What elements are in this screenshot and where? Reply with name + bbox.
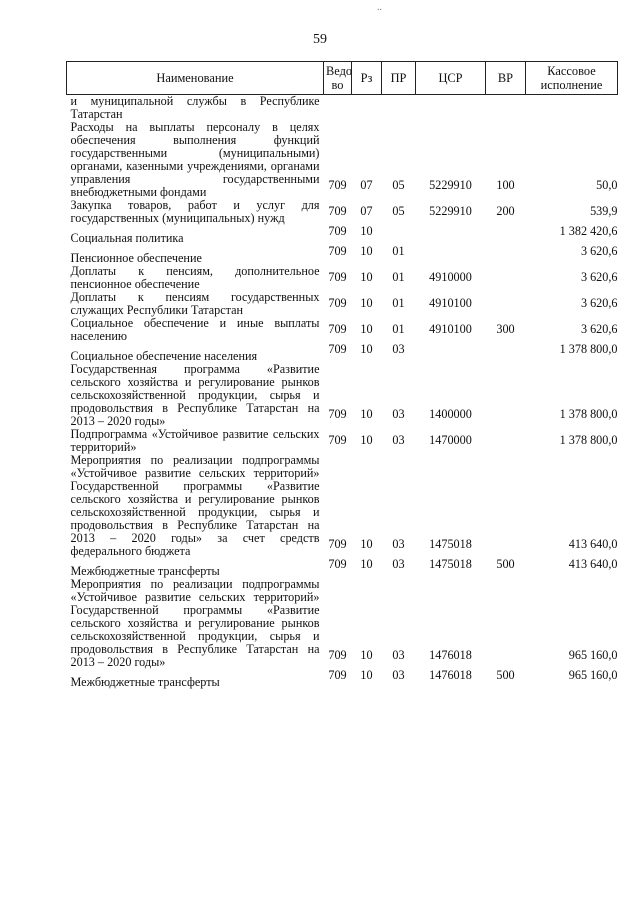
table-row xyxy=(67,428,618,454)
table-row xyxy=(67,121,618,199)
cell-pr: 01 xyxy=(392,322,405,336)
cell-rz: 10 xyxy=(360,668,373,682)
cell-ved: 709 xyxy=(328,557,347,571)
cell-pr xyxy=(382,95,416,122)
cell-amount: 413 640,0 xyxy=(568,537,618,551)
cell-ved: 709 xyxy=(328,204,347,218)
cell-vr xyxy=(486,343,526,363)
cell-csr xyxy=(416,95,486,122)
cell-vr xyxy=(486,291,526,317)
table-row xyxy=(67,317,618,343)
cell-pr: 03 xyxy=(392,537,405,551)
cell-csr: 5229910 xyxy=(429,204,472,218)
cell-amount: 3 620,6 xyxy=(580,296,618,310)
cell-ved: 709 xyxy=(328,537,347,551)
cell-rz: 10 xyxy=(360,322,373,336)
header-vr: ВР xyxy=(486,62,526,95)
cell-pr: 05 xyxy=(392,204,405,218)
cell-ved: 709 xyxy=(328,296,347,310)
cell-csr: 4910100 xyxy=(429,322,472,336)
table-row xyxy=(67,291,618,317)
cell-name: Социальная политика xyxy=(70,231,184,245)
cell-name: Государственная программа «Развитие сельского хозяйства и регулирование рынков сельскохозяйственной продукции, сырья и продовольствия в Республике Татарстан на 2013 – 2020 годы» xyxy=(70,362,320,428)
cell-pr: 03 xyxy=(392,342,405,356)
table-header-row xyxy=(67,62,618,95)
cell-name: Подпрограмма «Устойчивое развитие сельских территорий» xyxy=(70,427,320,454)
cell-vr xyxy=(486,578,526,669)
cell-csr: 4910100 xyxy=(429,296,472,310)
cell-csr xyxy=(416,245,486,265)
cell-rz: 10 xyxy=(360,224,373,238)
table-row xyxy=(67,265,618,291)
cell-vr: 200 xyxy=(496,204,515,218)
cell-name: Расходы на выплаты персоналу в целях обеспечения выполнения функций государственными (муниципальными) органами, казенными учреждениями, органами управления государственными внебюджетными фондами xyxy=(70,120,320,199)
header-amount: Кассовое исполнение xyxy=(526,62,618,95)
cell-pr: 01 xyxy=(392,244,405,258)
cell-ved: 709 xyxy=(328,178,347,192)
cell-vr: 300 xyxy=(496,322,515,336)
budget-table xyxy=(66,61,618,689)
cell-vr: 500 xyxy=(496,668,515,682)
cell-rz: 10 xyxy=(360,244,373,258)
cell-csr xyxy=(416,225,486,245)
cell-name: и муниципальной службы в Республике Татарстан xyxy=(70,94,320,121)
cell-csr: 4910000 xyxy=(429,270,472,284)
cell-vr xyxy=(486,265,526,291)
cell-csr xyxy=(416,343,486,363)
cell-ved: 709 xyxy=(328,342,347,356)
cell-rz: 07 xyxy=(360,204,373,218)
cell-rz: 10 xyxy=(360,557,373,571)
cell-name: Межбюджетные трансферты xyxy=(70,675,220,689)
table-row xyxy=(67,95,618,122)
cell-vr xyxy=(486,225,526,245)
cell-name: Социальное обеспечение населения xyxy=(70,349,258,363)
cell-rz: 10 xyxy=(360,433,373,447)
cell-rz: 10 xyxy=(360,342,373,356)
cell-rz xyxy=(352,95,382,122)
cell-pr: 03 xyxy=(392,407,405,421)
cell-pr: 05 xyxy=(392,178,405,192)
cell-csr: 1476018 xyxy=(429,668,472,682)
cell-ved xyxy=(324,95,352,122)
cell-vr xyxy=(486,245,526,265)
cell-rz: 07 xyxy=(360,178,373,192)
cell-pr: 03 xyxy=(392,668,405,682)
cell-amount xyxy=(526,95,618,122)
cell-csr: 1476018 xyxy=(429,648,472,662)
cell-rz: 10 xyxy=(360,296,373,310)
cell-rz: 10 xyxy=(360,407,373,421)
cell-amount: 965 160,0 xyxy=(568,648,618,662)
cell-vr xyxy=(486,95,526,122)
table-row xyxy=(67,578,618,669)
cell-amount: 3 620,6 xyxy=(580,322,618,336)
table-row xyxy=(67,343,618,363)
cell-csr: 1400000 xyxy=(429,407,472,421)
scan-speck: .. xyxy=(377,2,382,13)
table-row xyxy=(67,363,618,428)
table-row xyxy=(67,454,618,558)
header-rz: Рз xyxy=(352,62,382,95)
cell-name: Социальное обеспечение и иные выплаты населению xyxy=(70,316,320,343)
cell-amount: 539,9 xyxy=(590,204,618,218)
cell-pr: 03 xyxy=(392,557,405,571)
cell-pr: 03 xyxy=(392,648,405,662)
cell-csr: 1470000 xyxy=(429,433,472,447)
table-row xyxy=(67,669,618,689)
header-csr: ЦСР xyxy=(416,62,486,95)
cell-ved: 709 xyxy=(328,648,347,662)
cell-csr: 5229910 xyxy=(429,178,472,192)
cell-ved: 709 xyxy=(328,244,347,258)
cell-rz: 10 xyxy=(360,270,373,284)
table-row xyxy=(67,245,618,265)
cell-amount: 1 378 800,0 xyxy=(559,433,618,447)
cell-amount: 965 160,0 xyxy=(568,668,618,682)
cell-amount: 3 620,6 xyxy=(580,270,618,284)
cell-name: Доплаты к пенсиям государственных служащих Республики Татарстан xyxy=(70,290,320,317)
cell-amount: 1 382 420,6 xyxy=(559,224,618,238)
cell-ved: 709 xyxy=(328,668,347,682)
header-pr: ПР xyxy=(382,62,416,95)
cell-rz: 10 xyxy=(360,648,373,662)
cell-vr xyxy=(486,428,526,454)
cell-name: Межбюджетные трансферты xyxy=(70,564,220,578)
cell-pr: 03 xyxy=(392,433,405,447)
header-ved: Ведо во xyxy=(324,62,352,95)
cell-vr xyxy=(486,363,526,428)
cell-pr: 01 xyxy=(392,270,405,284)
cell-amount: 1 378 800,0 xyxy=(559,407,618,421)
header-name: Наименование xyxy=(67,62,324,95)
cell-vr: 500 xyxy=(496,557,515,571)
cell-ved: 709 xyxy=(328,433,347,447)
table-row xyxy=(67,225,618,245)
table-body xyxy=(67,95,618,690)
cell-pr: 01 xyxy=(392,296,405,310)
cell-name: Мероприятия по реализации подпрограммы «Устойчивое развитие сельских территорий» Государственной программы «Развитие сельского хозяйства и регулирование рынков сельскохозяйственной продукции, сырья и продовольствия в Республике Татарстан на 2013 – 2020 годы» за счет средств федерального бюджета xyxy=(70,453,320,558)
cell-csr: 1475018 xyxy=(429,557,472,571)
cell-ved: 709 xyxy=(328,270,347,284)
cell-pr xyxy=(382,225,416,245)
cell-amount: 50,0 xyxy=(596,178,618,192)
cell-amount: 1 378 800,0 xyxy=(559,342,618,356)
page-number: 59 xyxy=(313,32,327,47)
cell-ved: 709 xyxy=(328,407,347,421)
cell-vr: 100 xyxy=(496,178,515,192)
cell-name: Доплаты к пенсиям, дополнительное пенсионное обеспечение xyxy=(70,264,320,291)
table-row xyxy=(67,199,618,225)
cell-name: Мероприятия по реализации подпрограммы «Устойчивое развитие сельских территорий» Государственной программы «Развитие сельского хозяйства и регулирование рынков сельскохозяйственной продукции, сырья и продовольствия в Республике Татарстан на 2013 – 2020 годы» xyxy=(70,577,320,669)
cell-rz: 10 xyxy=(360,537,373,551)
cell-name: Пенсионное обеспечение xyxy=(70,251,202,265)
cell-name: Закупка товаров, работ и услуг для государственных (муниципальных) нужд xyxy=(70,198,320,225)
cell-vr xyxy=(486,454,526,558)
cell-ved: 709 xyxy=(328,322,347,336)
cell-amount: 413 640,0 xyxy=(568,557,618,571)
cell-amount: 3 620,6 xyxy=(580,244,618,258)
cell-csr: 1475018 xyxy=(429,537,472,551)
cell-ved: 709 xyxy=(328,224,347,238)
table-row xyxy=(67,558,618,578)
